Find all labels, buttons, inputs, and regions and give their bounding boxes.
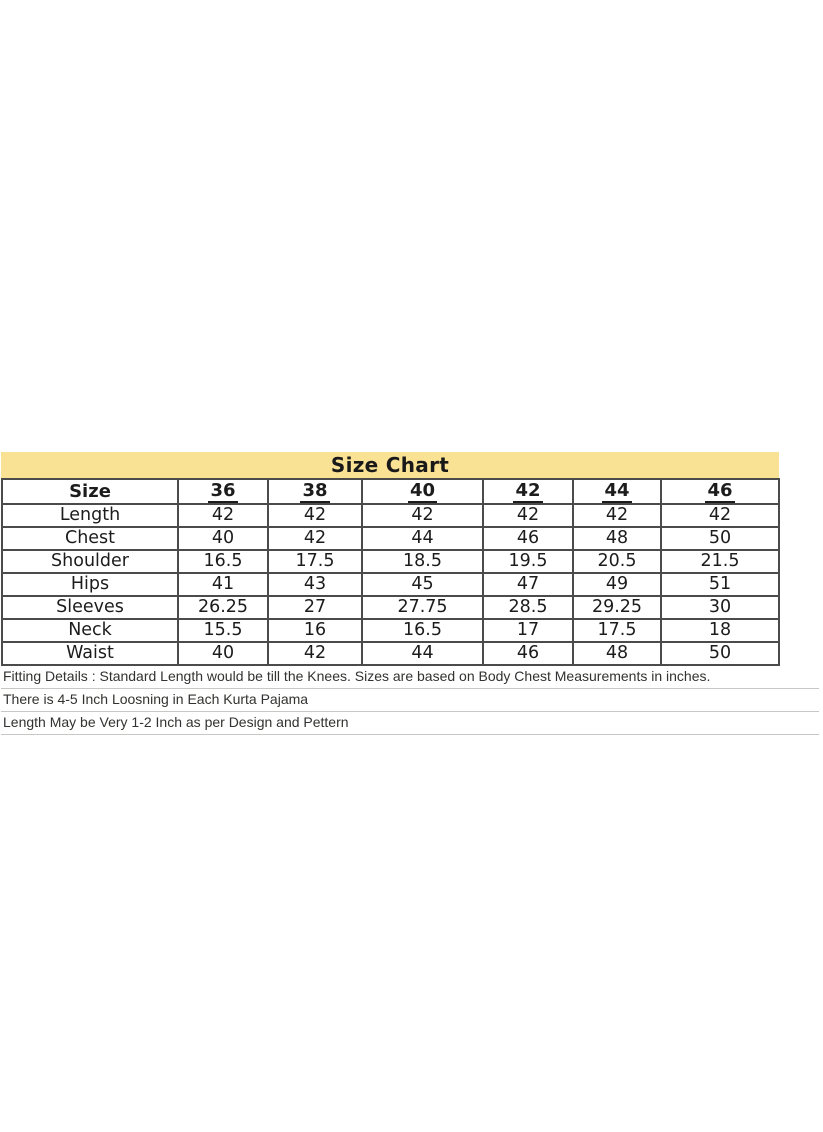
size-chart-title: Size Chart [1, 452, 779, 478]
measurement-cell: 42 [362, 504, 483, 527]
size-column-header [573, 479, 661, 504]
measurement-cell: 42 [268, 504, 362, 527]
measurement-cell: 50 [661, 642, 779, 665]
measurement-cell: 44 [362, 527, 483, 550]
measurement-cell: 18 [661, 619, 779, 642]
row-label: Shoulder [2, 550, 178, 573]
table-row-hips [2, 573, 779, 596]
measurement-cell: 42 [573, 504, 661, 527]
measurement-cell: 51 [661, 573, 779, 596]
measurement-cell: 16.5 [362, 619, 483, 642]
table-row-waist [2, 642, 779, 665]
measurement-cell: 47 [483, 573, 573, 596]
measurement-cell: 17.5 [573, 619, 661, 642]
size-chart [1, 452, 822, 735]
measurement-cell: 50 [661, 527, 779, 550]
measurement-cell: 42 [178, 504, 268, 527]
measurement-cell: 40 [178, 642, 268, 665]
row-label: Chest [2, 527, 178, 550]
table-row-chest [2, 527, 779, 550]
size-column-header [362, 479, 483, 504]
size-column-header [178, 479, 268, 504]
row-label: Sleeves [2, 596, 178, 619]
table-row-length [2, 504, 779, 527]
measurement-cell: 46 [483, 527, 573, 550]
measurement-cell: 48 [573, 527, 661, 550]
size-table [1, 478, 780, 666]
measurement-cell: 21.5 [661, 550, 779, 573]
size-column-header [661, 479, 779, 504]
size-column-header-value: 44 [604, 480, 630, 501]
fitting-note-line-3: Length May be Very 1-2 Inch as per Design and Pettern [1, 712, 819, 735]
row-label: Hips [2, 573, 178, 596]
measurement-cell: 19.5 [483, 550, 573, 573]
measurement-cell: 17 [483, 619, 573, 642]
table-row-sleeves [2, 596, 779, 619]
size-column-header-value: 46 [707, 480, 733, 501]
measurement-cell: 28.5 [483, 596, 573, 619]
measurement-cell: 42 [661, 504, 779, 527]
measurement-cell: 49 [573, 573, 661, 596]
size-header-label: Size [2, 479, 178, 504]
fitting-note-line-1: Fitting Details : Standard Length would be till the Knees. Sizes are based on Body Chest Measurements in inches. [1, 666, 819, 689]
measurement-cell: 17.5 [268, 550, 362, 573]
fitting-notes [1, 666, 819, 735]
measurement-cell: 15.5 [178, 619, 268, 642]
row-label: Waist [2, 642, 178, 665]
measurement-cell: 16 [268, 619, 362, 642]
size-column-header-value: 40 [409, 480, 436, 501]
measurement-cell: 44 [362, 642, 483, 665]
fitting-note-line-2: There is 4-5 Inch Loosning in Each Kurta Pajama [1, 689, 819, 712]
measurement-cell: 29.25 [573, 596, 661, 619]
measurement-cell: 43 [268, 573, 362, 596]
measurement-cell: 16.5 [178, 550, 268, 573]
measurement-cell: 48 [573, 642, 661, 665]
measurement-cell: 40 [178, 527, 268, 550]
table-row-neck [2, 619, 779, 642]
measurement-cell: 30 [661, 596, 779, 619]
table-row-shoulder [2, 550, 779, 573]
measurement-cell: 41 [178, 573, 268, 596]
measurement-cell: 42 [483, 504, 573, 527]
measurement-cell: 27.75 [362, 596, 483, 619]
size-table-header-row [2, 479, 779, 504]
size-column-header [268, 479, 362, 504]
measurement-cell: 42 [268, 642, 362, 665]
measurement-cell: 45 [362, 573, 483, 596]
size-column-header-value: 38 [302, 480, 328, 501]
size-column-header [483, 479, 573, 504]
row-label: Length [2, 504, 178, 527]
measurement-cell: 46 [483, 642, 573, 665]
measurement-cell: 27 [268, 596, 362, 619]
measurement-cell: 18.5 [362, 550, 483, 573]
measurement-cell: 20.5 [573, 550, 661, 573]
size-column-header-value: 42 [515, 480, 541, 501]
size-column-header-value: 36 [210, 480, 236, 501]
measurement-cell: 26.25 [178, 596, 268, 619]
row-label: Neck [2, 619, 178, 642]
measurement-cell: 42 [268, 527, 362, 550]
